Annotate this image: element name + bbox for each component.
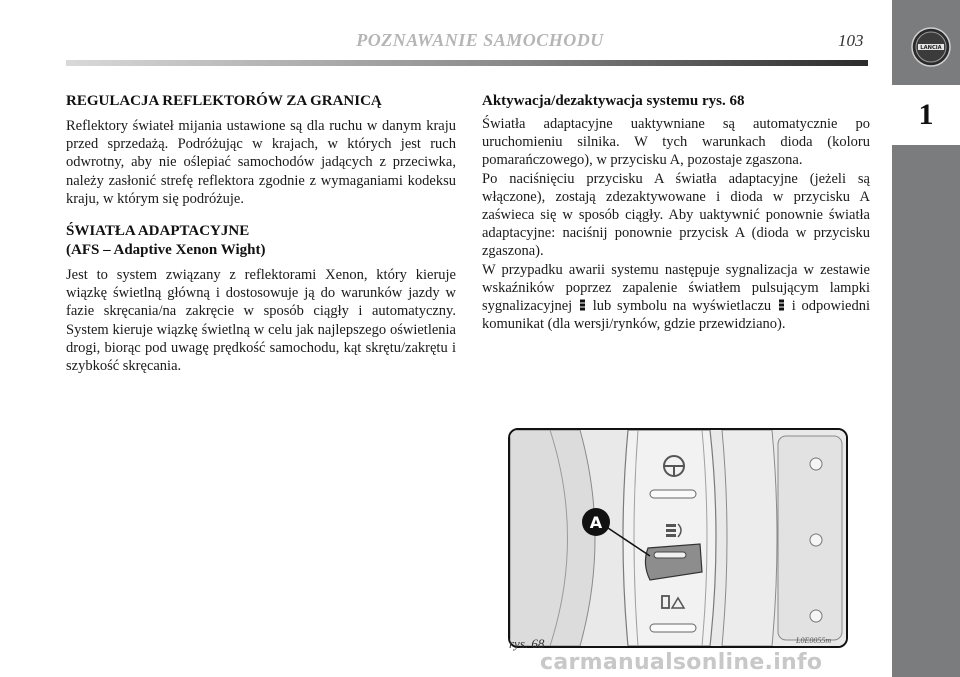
- paragraph-activation-3-part-b: lub symbolu na wyświetlaczu: [592, 298, 772, 315]
- section-heading-activation: Aktywacja/dezaktywacja systemu rys. 68: [482, 93, 745, 109]
- header-rule: [66, 60, 868, 66]
- right-column: [482, 92, 870, 333]
- paragraph-activation-3-part-a: W przypadku awarii systemu następuje sygnalizacja w zestawie wskaźników poprzez zapalenie światłem pulsującym lampki sygnalizacyjnej: [482, 261, 870, 315]
- running-header: POZNAWANIE SAMOCHODU: [356, 30, 604, 50]
- afs-button-led: [654, 552, 686, 558]
- section-heading-headlight-adjustment: REGULACJA REFLEKTORÓW ZA GRANICĄ: [66, 93, 382, 109]
- logo-text: LANCIA: [920, 45, 942, 51]
- paragraph-headlight-adjustment: Reflektory świateł mijania ustawione są dla ruchu w danym kraju przed sprzedażą. Podróżując w krajach, w których jest ruch odwrotny, aby nie oślepiać samochodów jadących z przeciwka, należy zasłonić strefę reflektora zgodnie z wymaganiami kodeksu kraju, w którym się podróżuje.: [66, 118, 456, 207]
- afs-warning-icon: [578, 299, 587, 312]
- afs-warning-icon: [777, 299, 786, 312]
- figure-code: L0E0055m: [796, 636, 832, 645]
- figure-afs-button: [508, 428, 848, 648]
- paragraph-activation-1: Światła adaptacyjne uaktywniane są automatycznie po uruchomieniu silnika. W tych warunkach dioda (koloru pomarańczowego), w przycisku A, pozostaje zgaszona.: [482, 116, 870, 169]
- paragraph-activation-3: [482, 261, 870, 334]
- paragraph-adaptive-lights: Jest to system związany z reflektorami Xenon, który kieruje wiązkę świetlną główną i dostosowuje ją do warunków jazdy w fazie skręcania/na zakręcie w sposób ciągły i automatyczny. System kieruje wiązkę świetlną w celu jak najlepszego oświetlenia drogi, biorąc pod uwagę prędkość samochodu, kąt skrętu/zakrętu i szybkość skręcania.: [66, 267, 456, 375]
- figure-caption: rys. 68: [509, 636, 545, 651]
- lancia-logo-icon: [911, 27, 951, 67]
- section-heading-adaptive-lights: ŚWIATŁA ADAPTACYJNE: [66, 223, 250, 240]
- marker-a-label: A: [589, 513, 603, 532]
- figure-illustration: [510, 430, 846, 646]
- left-column: [66, 92, 456, 375]
- paragraph-activation-3-part-c: i odpowiedni komunikat (dla wersji/rynków, gdzie przewidziano).: [482, 298, 871, 333]
- page-number: 103: [838, 31, 864, 50]
- chapter-number: 1: [892, 85, 960, 145]
- section-subheading-afs: (AFS – Adaptive Xenon Wight): [66, 242, 266, 259]
- paragraph-activation-2: Po naciśnięciu przycisku A światła adaptacyjne (jeżeli są włączone), zostają zdezaktywowane i dioda w przycisku A zaświeca się w sposób ciągły. Aby uaktywnić ponownie światła adaptacyjne: naciśnij ponownie przycisk A (dioda w przycisku zgaszona).: [482, 170, 870, 260]
- watermark: carmanualsonline.info: [540, 650, 823, 675]
